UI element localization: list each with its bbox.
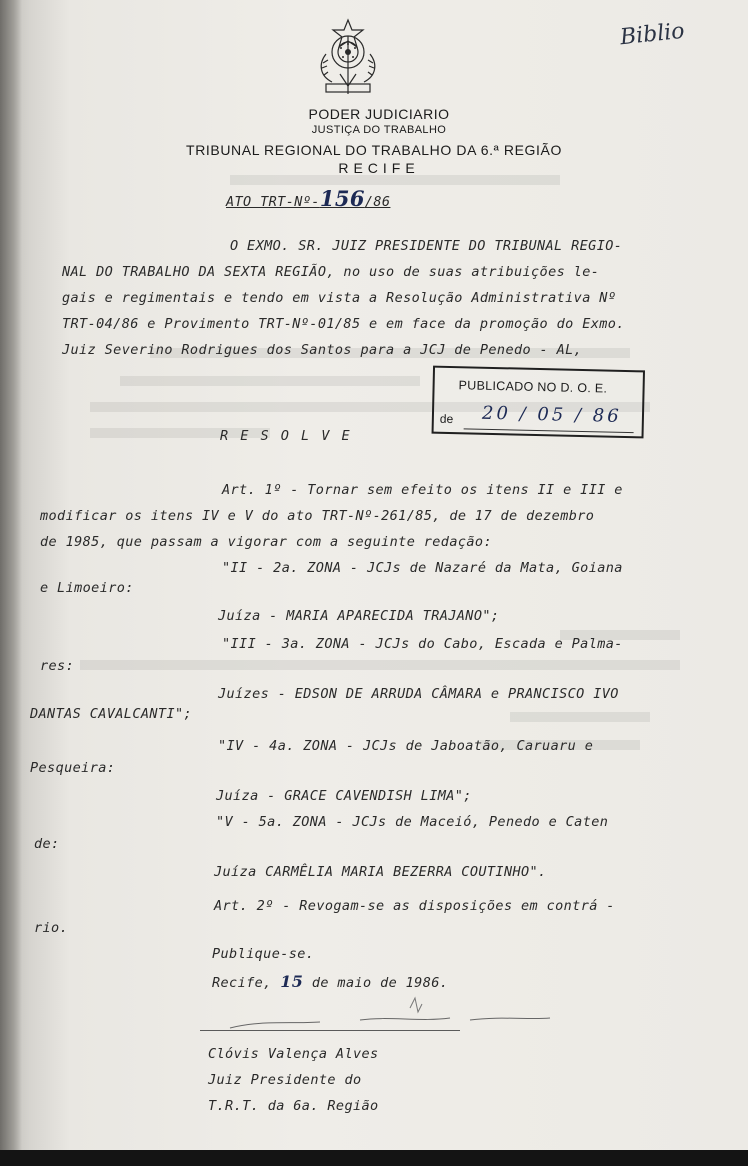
body-line: NAL DO TRABALHO DA SEXTA REGIÃO, no uso de suas atribuições le-: [62, 264, 600, 280]
act-number: [226, 186, 390, 211]
header-line-4: RECIFE: [338, 160, 420, 176]
publish-line: Publique-se.: [212, 946, 315, 962]
zone-line: "III - 3a. ZONA - JCJs do Cabo, Escada e Palma-: [222, 636, 623, 652]
scan-bottom-strip: [0, 1150, 748, 1166]
body-line: Art. 1º - Tornar sem efeito os itens II e III e: [222, 482, 623, 498]
act-prefix: ATO TRT-Nº-: [226, 194, 320, 210]
zone-line-cont: e Limoeiro:: [40, 580, 134, 596]
body-line: TRT-04/86 e Provimento TRT-Nº-01/85 e em face da promoção do Exmo.: [62, 316, 625, 332]
stamp-label: PUBLICADO NO D. O. E.: [458, 378, 608, 396]
header-line-3: TRIBUNAL REGIONAL DO TRABALHO DA 6.ª REGIÃO: [186, 142, 562, 158]
act-suffix: /86: [364, 194, 391, 210]
date-prefix: Recife,: [212, 975, 272, 991]
body-line: Juiz Severino Rodrigues dos Santos para a JCJ de Penedo - AL,: [62, 342, 583, 358]
judge-line: Juíza - GRACE CAVENDISH LIMA";: [216, 788, 472, 804]
stamp-date: 20 / 05 / 86: [481, 402, 622, 427]
judge-line-cont: DANTAS CAVALCANTI";: [30, 706, 193, 722]
date-rest: de maio de 1986.: [311, 975, 449, 991]
date-handwritten-day: 15: [280, 972, 304, 991]
judge-line: Juíza - MARIA APARECIDA TRAJANO";: [218, 608, 500, 624]
signer-title: Juiz Presidente do: [208, 1072, 362, 1088]
body-line: O EXMO. SR. JUIZ PRESIDENTE DO TRIBUNAL REGIO-: [230, 238, 623, 254]
bleed-through: [80, 660, 680, 670]
stamp-de: de: [439, 411, 454, 427]
coat-of-arms-seal: [310, 14, 386, 100]
body-line: de 1985, que passam a vigorar com a seguinte redação:: [40, 534, 492, 550]
body-line: Art. 2º - Revogam-se as disposições em contrá -: [214, 898, 615, 914]
publication-stamp: [431, 366, 645, 463]
date-line: [212, 972, 448, 991]
header-line-1: PODER JUDICIARIO: [308, 106, 450, 122]
zone-line: "IV - 4a. ZONA - JCJs de Jaboatão, Caruaru e: [218, 738, 594, 754]
body-line: rio.: [34, 920, 69, 936]
signer-name: Clóvis Valença Alves: [208, 1046, 379, 1062]
resolve-heading: R E S O L V E: [220, 428, 352, 444]
body-line: modificar os itens IV e V do ato TRT-Nº-261/85, de 17 de dezembro: [40, 508, 595, 524]
zone-line-cont: res:: [40, 658, 75, 674]
bleed-through: [510, 712, 650, 722]
bleed-through: [230, 175, 560, 185]
bleed-through: [120, 376, 420, 386]
signature-line: [200, 1030, 460, 1031]
judge-line: Juíza CARMÊLIA MARIA BEZERRA COUTINHO".: [214, 864, 547, 880]
body-line: gais e regimentais e tendo em vista a Resolução Administrativa Nº: [62, 290, 617, 306]
act-handwritten-number: 156: [319, 186, 365, 211]
signer-court: T.R.T. da 6a. Região: [208, 1098, 379, 1114]
zone-line-cont: de:: [34, 836, 60, 852]
zone-line: "V - 5a. ZONA - JCJs de Maceió, Penedo e Caten: [216, 814, 609, 830]
zone-line-cont: Pesqueira:: [30, 760, 116, 776]
judge-line: Juízes - EDSON DE ARRUDA CÂMARA e PRANCISCO IVO: [218, 686, 619, 702]
zone-line: "II - 2a. ZONA - JCJs de Nazaré da Mata, Goiana: [222, 560, 623, 576]
header-line-2: JUSTIÇA DO TRABALHO: [311, 124, 447, 136]
handwritten-corner-note: Biblio: [618, 18, 686, 51]
